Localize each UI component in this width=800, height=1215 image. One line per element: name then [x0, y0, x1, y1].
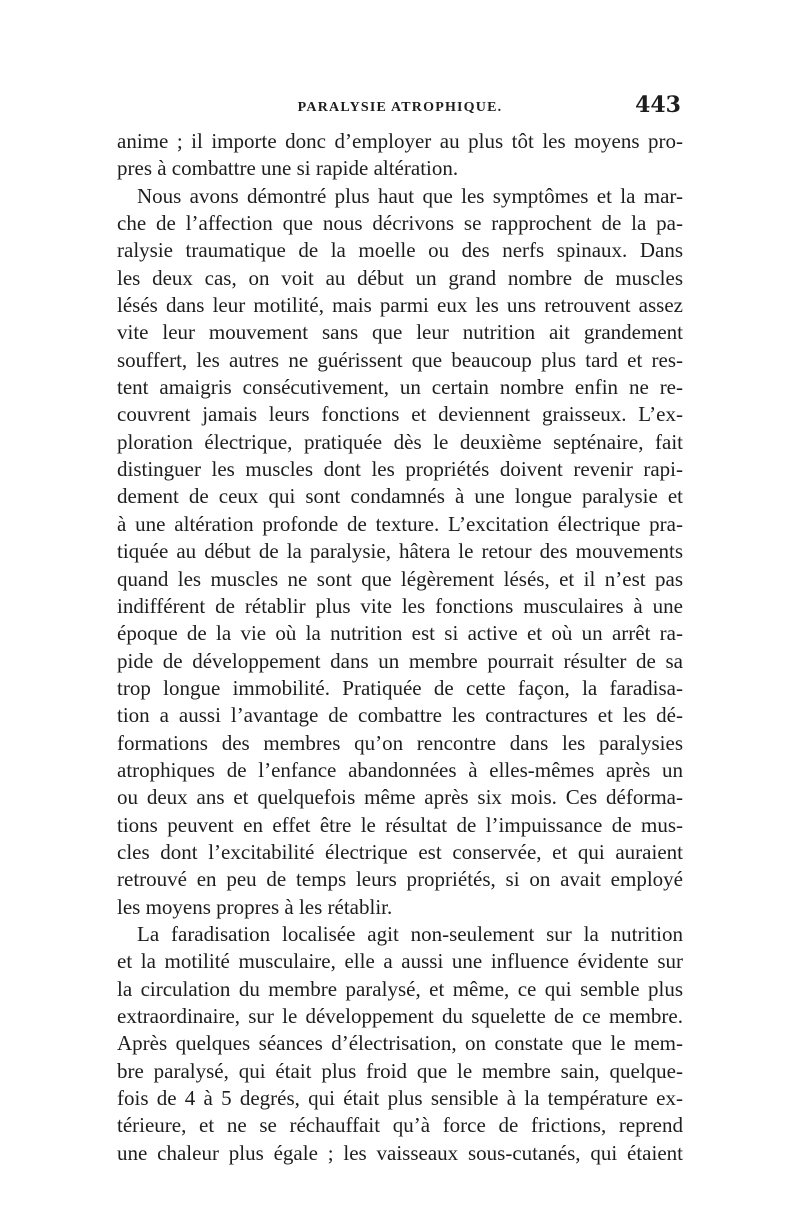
- text-line: anime ; il importe donc d’employer au plus tôt les moyens pro-: [117, 129, 683, 153]
- text-line: cles dont l’excitabilité électrique est conservée, et qui auraient: [117, 839, 683, 864]
- text-line: pide de développement dans un membre pourrait résulter de sa: [117, 648, 683, 673]
- text-line: bre paralysé, qui était plus froid que le membre sain, quelque-: [117, 1058, 683, 1083]
- text-line: fois de 4 à 5 degrés, qui était plus sensible à la température ex-: [117, 1086, 683, 1111]
- text-line: Après quelques séances d’électrisation, on constate que le mem-: [117, 1031, 683, 1056]
- text-line: tions peuvent en effet être le résultat de l’impuissance de mus-: [117, 812, 683, 837]
- running-title: PARALYSIE ATROPHIQUE.: [297, 100, 503, 115]
- text-line: les moyens propres à les rétablir.: [117, 894, 393, 919]
- text-line: trop longue immobilité. Pratiquée de cette façon, la faradisa-: [117, 675, 683, 700]
- text-line: térieure, et ne se réchauffait qu’à force de frictions, reprend: [117, 1113, 683, 1138]
- text-line: époque de la vie où la nutrition est si active et où un arrêt ra-: [117, 621, 683, 646]
- page-number: 443: [635, 92, 681, 118]
- text-line: lésés dans leur motilité, mais parmi eux les uns retrouvent assez: [117, 293, 683, 318]
- text-line: vite leur mouvement sans que leur nutrition ait grandement: [117, 320, 683, 345]
- text-line: ou deux ans et quelquefois même après six mois. Ces déforma-: [117, 785, 683, 810]
- text-line: formations des membres qu’on rencontre dans les paralysies: [117, 730, 683, 755]
- running-head: [117, 92, 683, 122]
- text-line: extraordinaire, sur le développement du squelette de ce membre.: [117, 1004, 683, 1028]
- text-line: tion a aussi l’avantage de combattre les contractures et les dé-: [117, 703, 683, 728]
- text-line: atrophiques de l’enfance abandonnées à elles-mêmes après un: [117, 757, 683, 782]
- text-line: dement de ceux qui sont condamnés à une longue paralysie et: [117, 484, 683, 509]
- text-line: quand les muscles ne sont que légèrement lésés, et il n’est pas: [117, 566, 683, 591]
- text-line: tiquée au début de la paralysie, hâtera le retour des mouvements: [117, 539, 683, 564]
- text-line: distinguer les muscles dont les propriétés doivent revenir rapi-: [117, 457, 683, 482]
- text-line: Nous avons démontré plus haut que les symptômes et la mar-: [137, 183, 683, 208]
- text-line: et la motilité musculaire, elle a aussi une influence évidente sur: [117, 949, 683, 974]
- text-line: pres à combattre une si rapide altération.: [117, 156, 459, 181]
- text-line: indifférent de rétablir plus vite les fonctions musculaires à une: [117, 593, 683, 618]
- text-line: les deux cas, on voit au début un grand nombre de muscles: [117, 265, 683, 290]
- text-line: la circulation du membre paralysé, et même, ce qui semble plus: [117, 976, 683, 1001]
- text-line: à une altération profonde de texture. L’excitation électrique pra-: [117, 511, 683, 536]
- body-text: [117, 128, 683, 1167]
- text-line: tent amaigris consécutivement, un certain nombre enfin ne re-: [117, 375, 683, 400]
- text-line: ralysie traumatique de la moelle ou des nerfs spinaux. Dans: [117, 238, 683, 263]
- text-line: souffert, les autres ne guérissent que beaucoup plus tard et res-: [117, 347, 683, 372]
- text-line: couvrent jamais leurs fonctions et deviennent graisseux. L’ex-: [117, 402, 683, 427]
- text-line: La faradisation localisée agit non-seulement sur la nutrition: [137, 921, 683, 946]
- text-line: ploration électrique, pratiquée dès le deuxième septénaire, fait: [117, 429, 683, 454]
- text-line: une chaleur plus égale ; les vaisseaux sous-cutanés, qui étaient: [117, 1140, 683, 1165]
- text-line: retrouvé en peu de temps leurs propriétés, si on avait employé: [117, 867, 683, 892]
- text-line: che de l’affection que nous décrivons se rapprochent de la pa-: [117, 211, 683, 236]
